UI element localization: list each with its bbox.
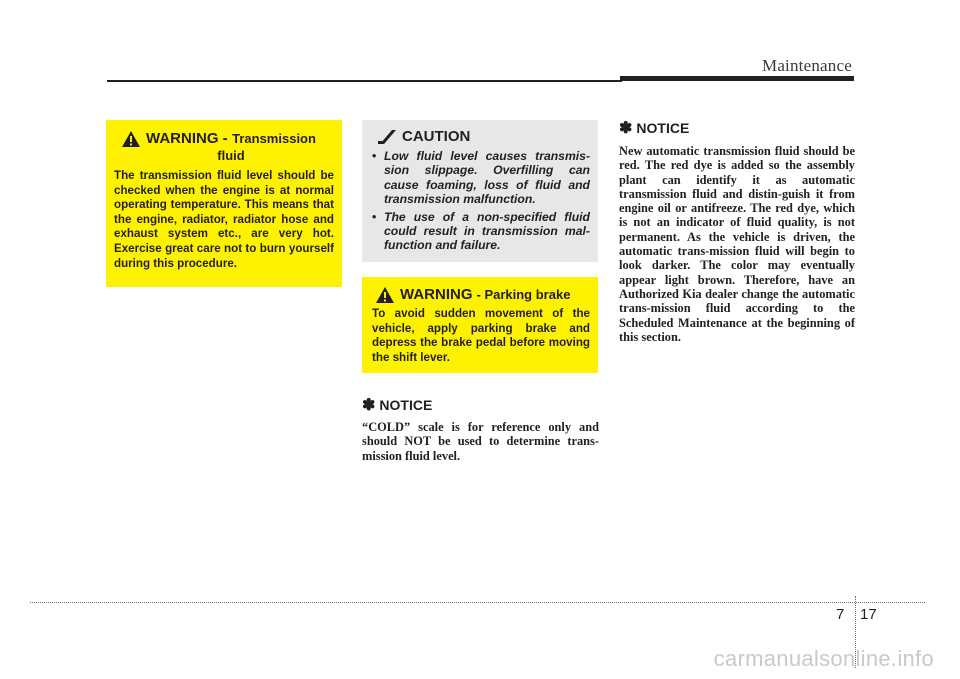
header-rule-bold xyxy=(620,76,854,81)
warning-title-line1: Transmission xyxy=(232,131,316,146)
notice-color-section xyxy=(619,118,855,344)
caution-item-fluid-level: • Low fluid level causes transmis-sion slippage. Overfilling can cause foaming, loss of fluid and transmission malfunction. xyxy=(372,149,590,207)
warning-transmission-header xyxy=(114,130,334,164)
caution-label: CAUTION xyxy=(402,128,471,145)
warning-parking-title: - Parking brake xyxy=(476,287,571,302)
notice-color-header xyxy=(619,118,855,138)
notice-cold-header xyxy=(362,395,599,415)
footer-rule xyxy=(30,602,925,603)
warning-title-line2: fluid xyxy=(217,148,245,163)
warning-transmission-text: The transmission fluid level should be checked when the engine is at normal operating temperature. This means that the engine, radiator, radiator hose and exhaust system etc., are very hot. Exercise great care not to burn yourself during this procedure. xyxy=(114,169,334,270)
warning-parking-header xyxy=(372,286,590,303)
caution-header xyxy=(372,128,590,145)
chapter-number: 7 xyxy=(836,606,845,623)
caution-slash-icon xyxy=(378,130,396,144)
caution-item-non-specified: • The use of a non-specified fluid could result in transmission mal-function and failure. xyxy=(372,210,590,253)
section-title: Maintenance xyxy=(762,56,852,75)
warning-parking-label: WARNING xyxy=(400,286,473,303)
caution-list xyxy=(372,149,590,253)
warning-triangle-icon xyxy=(122,131,140,147)
notice-star-icon: ✽ xyxy=(619,120,633,137)
caution-box xyxy=(362,120,598,262)
warning-parking-box xyxy=(362,277,598,373)
warning-parking-text: To avoid sudden movement of the vehicle, apply parking brake and depress the brake pedal before moving the shift lever. xyxy=(372,307,590,364)
watermark-text: carmanualsonline.info xyxy=(713,646,934,671)
notice-color-label: NOTICE xyxy=(636,120,690,136)
warning-transmission-box xyxy=(106,120,342,287)
notice-cold-text: “COLD” scale is for reference only and should NOT be used to determine trans-mission fluid level. xyxy=(362,420,599,463)
header-rule xyxy=(107,80,622,82)
page-number: 17 xyxy=(860,606,877,623)
notice-cold-label: NOTICE xyxy=(379,397,433,413)
notice-star-icon: ✽ xyxy=(362,397,376,414)
notice-cold-section xyxy=(362,395,599,463)
notice-color-text: New automatic transmission fluid should be red. The red dye is added so the assembly plant can identify it as automatic transmission fluid and distin-guish it from engine oil or antifreeze. The red dye, which is not an indicator of fluid quality, is not permanent. As the vehicle is driven, the automatic trans-mission fluid will begin to look darker. The color may eventually appear light brown. Therefore, have an Authorized Kia dealer change the automatic trans-mission fluid according to the Scheduled Maintenance at the beginning of this section. xyxy=(619,144,855,344)
warning-triangle-icon xyxy=(376,287,394,303)
warning-label: WARNING - xyxy=(146,130,228,147)
